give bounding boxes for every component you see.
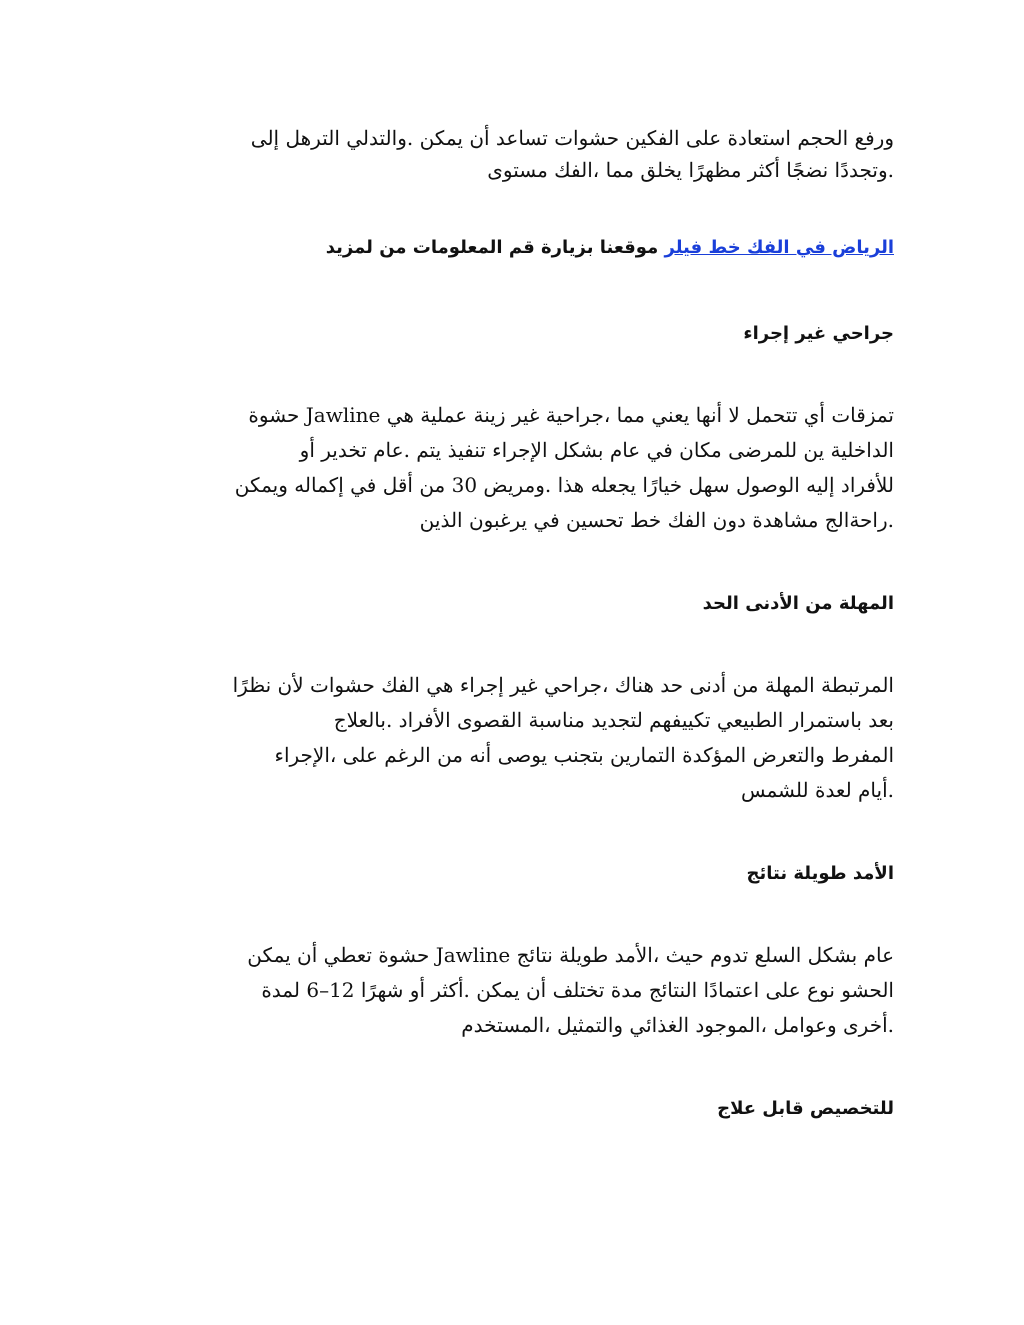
visit-site-text: موقعنا بزيارة قم المعلومات من لمزيد [325,237,665,258]
body-line: المرتبطة المهلة من أدنى حد هناك ،جراحي غير إجراء هي الفك حشوات لأن نظرًا [232,673,894,697]
intro-paragraph [116,122,894,186]
intro-line: ورفع الحجم استعادة على الفكين حشوات تساعد أن يمكن .والتدلي الترهل إلى [250,126,894,150]
body-line: للأفراد إليه الوصول سهل خيارًا يجعله هذا .ومريض 30 من أقل في إكماله ويمكن [234,473,894,497]
section-body-long-lasting [116,938,894,1043]
body-line: الحشو نوع على اعتمادًا النتائج مدة تختلف أن يمكن .أكثر أو شهرًا 12–6 لمدة [261,978,894,1002]
body-line: الداخلية ين للمرضى مكان في عام بشكل الإجراء تنفيذ يتم .عام تخدير أو [299,438,894,462]
body-line: المفرط والتعرض المؤكدة التمارين بتجنب يوصى أنه من الرغم على ،الإجراء [274,743,894,767]
body-line: .أخرى وعوامل ،الموجود الغذائي والتمثيل ،المستخدم [461,1013,894,1037]
section-heading-long-lasting: الأمد طويلة نتائج [746,863,894,884]
section-heading-minimal-downtime: المهلة من الأدنى الحد [702,593,894,614]
section-heading-customizable: للتخصيص قابل علاج [717,1098,894,1119]
body-line: بعد باستمرار الطبيعي تكييفهم لتجديد مناسبة القصوى الأفراد .بالعلاج [333,708,894,732]
body-line: .راحةالج مشاهدة دون الفك خط تحسين في يرغبون الذين [419,508,894,532]
body-line: .أيام لعدة للشمس [740,778,894,802]
jawline-filler-riyadh-link[interactable]: الرياض في الفك خط فيلر [664,237,894,258]
section-body-non-surgical [116,398,894,538]
document-page [116,122,894,1173]
intro-line: .وتجددًا نضجًا أكثر مظهرًا يخلق مما ،الفك مستوى [487,158,894,182]
body-line: عام بشكل السلع تدوم حيث ،الأمد طويلة نتائج Jawline حشوة تعطي أن يمكن [247,943,894,967]
section-heading-non-surgical: جراحي غير إجراء [743,323,894,344]
more-info-line [116,234,894,262]
section-body-minimal-downtime [116,668,894,808]
body-line: تمزقات أي تتحمل لا أنها يعني مما ،جراحية غير زينة عملية هي Jawline حشوة [248,403,894,427]
